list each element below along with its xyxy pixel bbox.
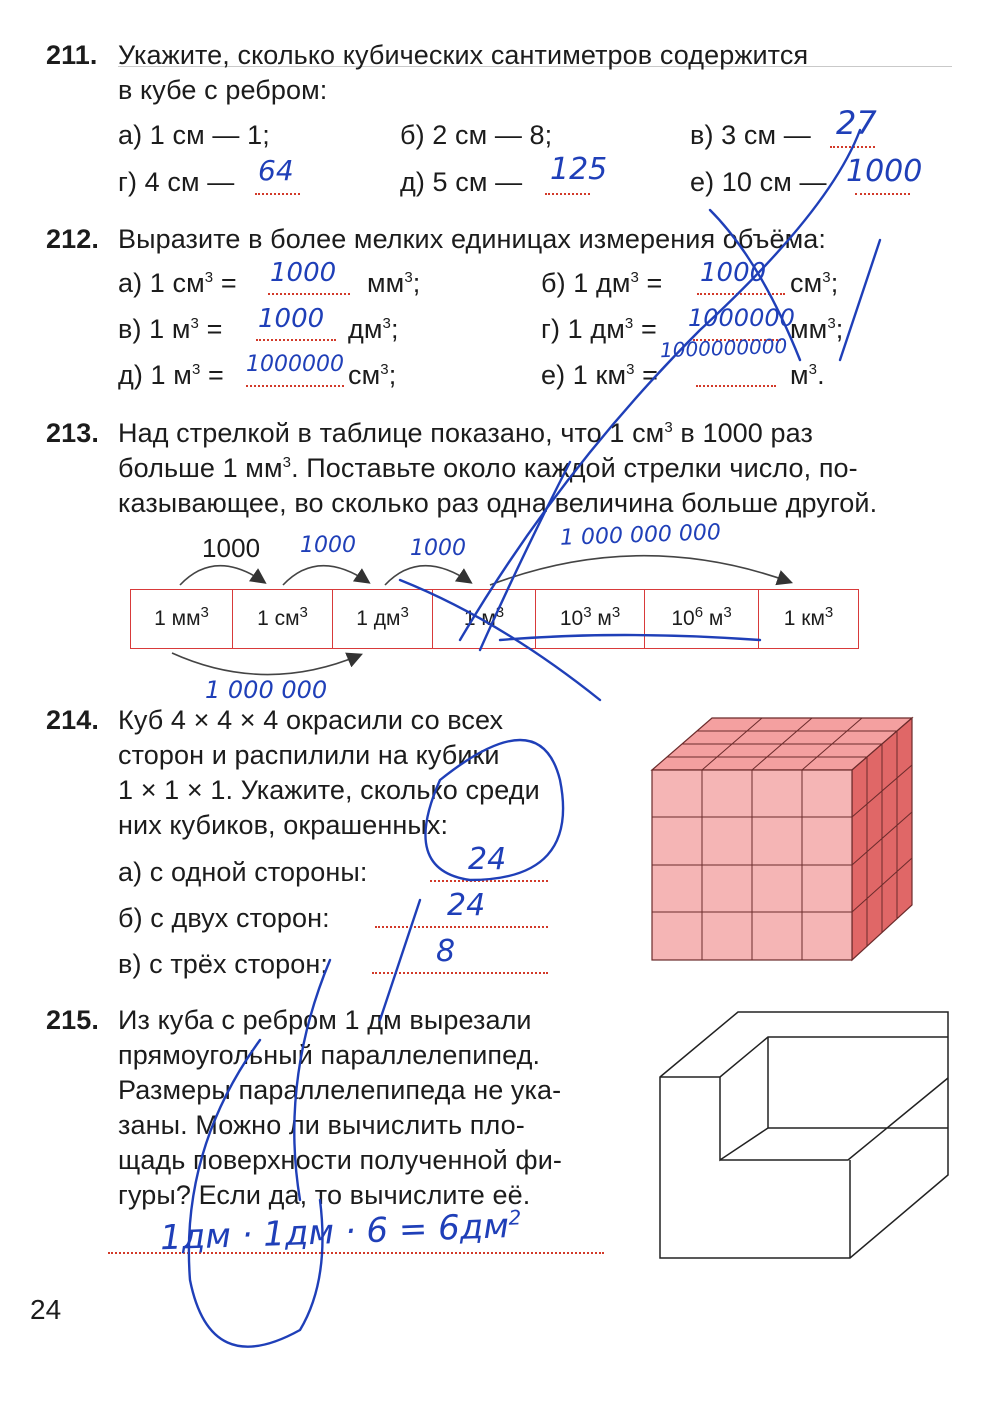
ex215-question-line6: гуры? Если да, то вычислите её. <box>118 1180 531 1210</box>
pen-stroke <box>425 740 563 880</box>
ex212-answer-v: 1000 <box>258 304 325 334</box>
ex213-arrow-label: 1000 <box>202 533 261 563</box>
ex213-answer-cm-dm: 1000 <box>300 533 356 558</box>
ex212-number: 212. <box>46 224 99 254</box>
arrow-mm-cm <box>180 566 264 585</box>
exponent: 3 <box>382 315 391 332</box>
ex213-line1-tail: в 1000 раз <box>680 418 813 448</box>
ex212-d-label: д) 1 м <box>118 360 192 390</box>
ex213-question-line3: казывающее, во сколько раз одна величина больше другой. <box>118 488 878 518</box>
table-arrows <box>172 556 790 675</box>
ex212-b-unit: см <box>790 268 823 298</box>
ex215-question-line1: Из куба с ребром 1 дм вырезали <box>118 1005 532 1035</box>
ex211-item-a: а) 1 см — 1; <box>118 120 270 150</box>
ex212-item-d: д) 1 $м^3$ = <box>118 360 224 390</box>
pen-stroke <box>294 960 330 1200</box>
exponent: 3 <box>400 604 409 621</box>
ex212-e-label: е) 1 км <box>541 360 627 390</box>
ex212-unit-b: $см^3$; <box>790 268 839 298</box>
ex211-item-v: в) 3 см — <box>690 120 811 150</box>
ex213-line2-text: больше 1 мм <box>118 453 283 483</box>
ex213-line1-text: Над стрелкой в таблице показано, что 1 см <box>118 418 665 448</box>
ex212-v-label: в) 1 м <box>118 314 191 344</box>
ex214-answer-a: 24 <box>468 842 507 877</box>
ex214-question-line3: 1 × 1 × 1. Укажите, сколько среди <box>118 775 540 805</box>
ex214-item-v: в) с трёх сторон: <box>118 949 328 979</box>
exponent: 2 <box>508 1205 522 1230</box>
cell-text: 1 м <box>463 607 496 630</box>
exponent: 3 <box>200 604 209 621</box>
cell-unit: м <box>591 607 612 630</box>
ex212-a-label: а) 1 см <box>118 268 205 298</box>
ex214-item-b: б) с двух сторон: <box>118 903 330 933</box>
ex213-number: 213. <box>46 418 99 448</box>
cell-text: 1 см <box>257 607 300 630</box>
exponent: 3 <box>822 269 831 286</box>
ex215-number: 215. <box>46 1005 99 1035</box>
ex211-answer-g: 64 <box>258 154 294 187</box>
ex211-number: 211. <box>46 40 98 70</box>
ex211-question-line2: в кубе с ребром: <box>118 75 328 105</box>
ex212-unit-e: $м^3$. <box>790 360 825 390</box>
exponent: 3 <box>204 269 214 286</box>
cell-text: 1 дм <box>356 607 401 630</box>
cell-text: 10 <box>559 607 584 630</box>
pen-stroke <box>189 1040 323 1347</box>
ex214-question-line4: них кубиков, окрашенных: <box>118 810 449 840</box>
ex211-answer-e: 1000 <box>846 154 923 189</box>
exponent: 3 <box>299 604 308 621</box>
ex213-question-line2: больше 1 $мм^3$. Поставьте около каждой стрелки число, по- <box>118 453 858 483</box>
exponent: 3 <box>611 604 621 621</box>
ex211-item-d: д) 5 см — <box>400 167 523 197</box>
exponent: 3 <box>190 315 199 332</box>
ex214-question-line1: Куб 4 × 4 × 4 окрасили со всех <box>118 705 504 735</box>
ex213-answer-m-km: 1 000 000 000 <box>559 520 722 551</box>
ex213-line2-tail: . Поставьте около каждой стрелки число, по- <box>291 453 858 483</box>
ex214-item-a: а) с одной стороны: <box>118 857 368 887</box>
arrow-mm-dm <box>172 653 360 675</box>
ex212-item-g: г) 1 $дм^3$ = <box>541 314 657 344</box>
exponent: 3 <box>626 361 635 378</box>
ex211-item-g: г) 4 см — <box>118 167 235 197</box>
cell-text: 1 мм <box>154 607 201 630</box>
ex212-answer-e: 1000000000 <box>659 333 788 363</box>
exponent: 3 <box>630 269 639 286</box>
ex212-unit-v: $дм^3$; <box>348 314 399 344</box>
ex215-question-line5: щадь поверхности полученной фи- <box>118 1145 563 1175</box>
ex212-item-b: б) 1 $дм^3$ = <box>541 268 663 298</box>
pen-stroke <box>710 210 800 360</box>
exponent: 3 <box>404 269 413 286</box>
ex214-answer-v: 8 <box>436 934 456 969</box>
exponent: 3 <box>808 361 818 378</box>
ex213-answer-dm-m: 1000 <box>410 536 466 561</box>
cell-text: 10 <box>671 607 695 630</box>
exponent: 3 <box>495 604 505 621</box>
cut-cube-outline <box>660 1012 948 1258</box>
exponent: 3 <box>827 315 836 332</box>
ex212-unit-g: $мм^3$; <box>790 314 844 344</box>
ex214-answer-b: 24 <box>447 888 486 923</box>
pen-stroke <box>840 240 880 360</box>
ex212-d-unit: см <box>348 360 381 390</box>
pen-stroke <box>480 462 570 650</box>
ex212-item-v: в) 1 $м^3$ = <box>118 314 223 344</box>
ex211-item-e: е) 10 см — <box>690 167 827 197</box>
ex212-answer-b: 1000 <box>700 258 767 288</box>
pen-stroke <box>380 900 420 1020</box>
painted-cube-figure <box>652 718 912 960</box>
ex212-question: Выразите в более мелких единицах измерения объёма: <box>118 224 827 254</box>
page-number: 24 <box>30 1294 62 1325</box>
cut-cube-figure <box>660 1012 948 1258</box>
ex212-answer-a: 1000 <box>270 258 337 288</box>
ex213-answer-mm-dm: 1 000 000 <box>205 676 328 704</box>
cell-text: 1 км <box>783 607 825 630</box>
exponent: 3 <box>723 604 732 621</box>
ex212-answer-d: 1000000 <box>246 352 344 377</box>
ex212-item-e: е) 1 $км^3$ = <box>541 360 659 390</box>
cell-unit: м <box>703 607 724 630</box>
exponent: 6 <box>694 604 704 621</box>
ex212-answer-g: 1000000 <box>688 304 795 332</box>
ex211-answer-d: 125 <box>550 152 608 187</box>
ex211-question-line1: Укажите, сколько кубических сантиметров содержится <box>118 40 809 70</box>
ex214-question-line2: сторон и распилили на кубики <box>118 740 500 770</box>
ex212-item-a: а) 1 $см^3$ = <box>118 268 237 298</box>
ex211-answer-v: 27 <box>836 104 877 142</box>
ex212-b-label: б) 1 дм <box>541 268 631 298</box>
ex212-g-label: г) 1 дм <box>541 314 625 344</box>
arrow-dm-m <box>385 566 470 585</box>
arrow-cm-dm <box>283 566 368 585</box>
ex213-question-line1: Над стрелкой в таблице показано, что 1 $см^3$ в 1000 раз <box>118 418 813 448</box>
ex215-answer-text: 1дм · 1дм · 6 = 6дм <box>159 1206 510 1259</box>
ex212-unit-a: $мм^3$; <box>367 268 421 298</box>
pen-stroke <box>500 635 760 640</box>
exponent: 3 <box>583 604 592 621</box>
ex212-e-unit: м <box>790 360 809 390</box>
ex215-question-line2: прямоугольный параллелепипед. <box>118 1040 541 1070</box>
ex212-a-unit: мм <box>367 268 405 298</box>
arrow-m-km <box>490 556 790 585</box>
ex212-g-unit: мм <box>790 314 828 344</box>
ex215-question-line3: Размеры параллелепипеда не ука- <box>118 1075 562 1105</box>
ex212-v-unit: дм <box>348 314 383 344</box>
ex214-number: 214. <box>46 705 99 735</box>
exponent: 3 <box>191 361 201 378</box>
exponent: 3 <box>380 361 389 378</box>
ex211-item-b: б) 2 см — 8; <box>400 120 553 150</box>
exponent: 3 <box>824 604 834 621</box>
ex215-question-line4: заны. Можно ли вычислить пло- <box>118 1110 525 1140</box>
exponent: 3 <box>624 315 634 332</box>
ex212-unit-d: $см^3$; <box>348 360 397 390</box>
